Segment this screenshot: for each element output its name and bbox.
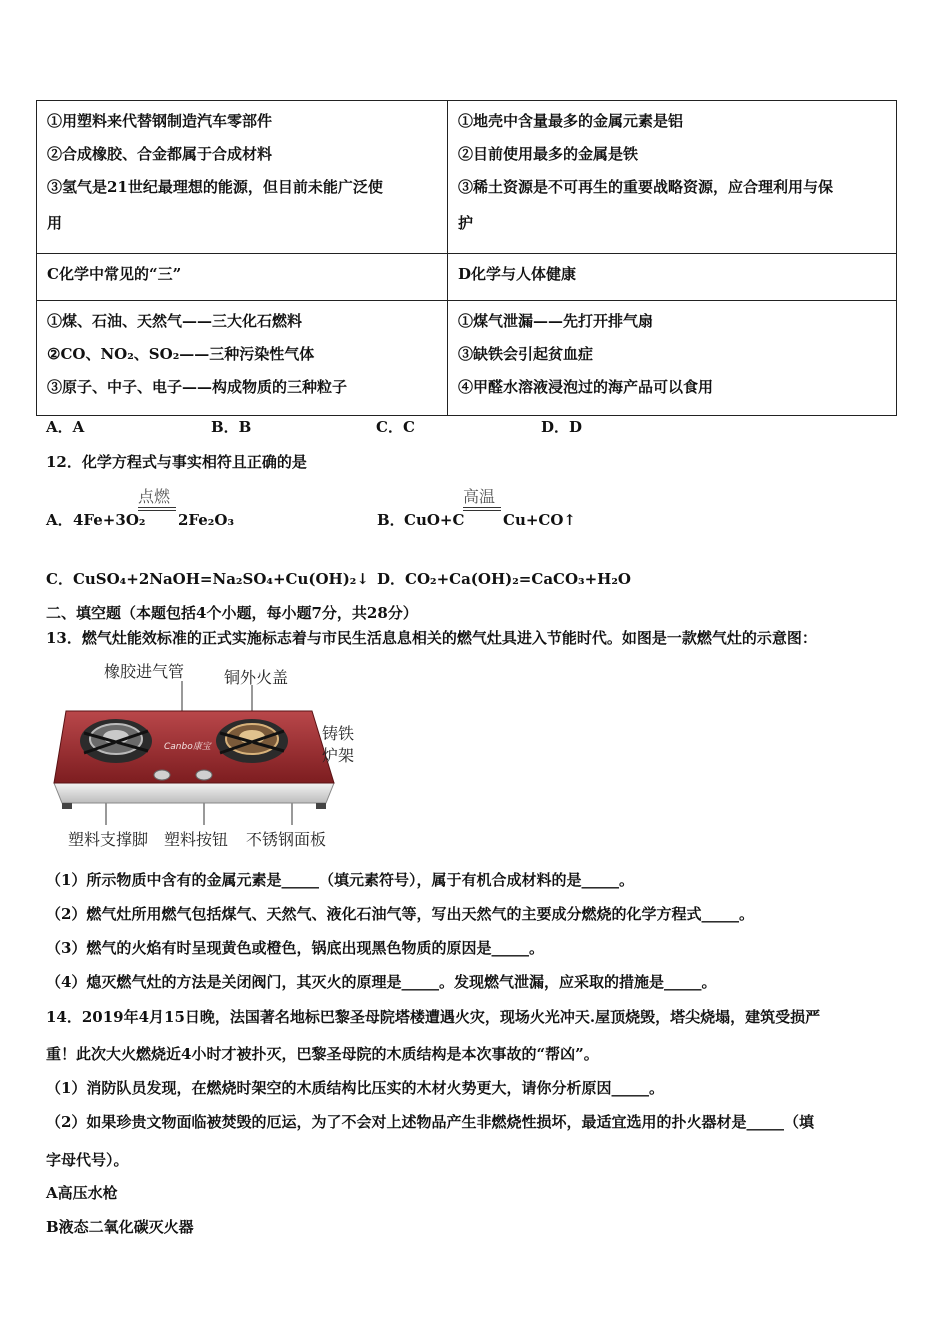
- q12-option-b-condition: 高温: [463, 487, 496, 506]
- table-row: [37, 101, 897, 254]
- label-copper-cap: 铜外火盖: [224, 668, 289, 687]
- q14-option-a: A高压水枪: [46, 1184, 118, 1202]
- q13-stem: 13．燃气灶能效标准的正式实施标志着与市民生活息息相关的燃气灶具进入节能时代。如图是一款燃气灶的示意图：: [46, 629, 817, 647]
- table-cell: [448, 301, 897, 416]
- q12-option-c: C．CuSO₄+2NaOH=Na₂SO₄+Cu(OH)₂↓: [46, 570, 369, 588]
- q12-option-a-equal-top: [138, 507, 176, 508]
- q12-option-b-equal-bottom: [463, 510, 501, 511]
- q11-option-c: C．C: [376, 418, 415, 436]
- q14-part-2-line-2: 字母代号）。: [46, 1151, 129, 1169]
- q12-option-a-right: 2Fe₂O₃: [178, 511, 235, 529]
- q12-stem: 12．化学方程式与事实相符且正确的是: [46, 453, 307, 471]
- q12-option-b-label: B．: [377, 511, 405, 529]
- section-heading: 二、填空题（本题包括4个小题，每小题7分，共28分）: [46, 604, 418, 622]
- label-steel-panel: 不锈钢面板: [246, 830, 327, 849]
- table-text: ②目前使用最多的金属是铁: [458, 145, 639, 163]
- table-cell: [37, 254, 448, 301]
- table-text: ④甲醛水溶液浸泡过的海产品可以食用: [458, 378, 714, 396]
- q14-option-b: B液态二氧化碳灭火器: [46, 1218, 194, 1236]
- q12-option-a-label: A．: [46, 511, 73, 529]
- table-text: ③氢气是21世纪最理想的能源，但目前未能广泛使: [47, 178, 383, 196]
- table-text: ③缺铁会引起贫血症: [458, 345, 594, 363]
- table-text: 用: [47, 214, 63, 232]
- q13-part-2: （2）燃气灶所用燃气包括煤气、天然气、液化石油气等，写出天然气的主要成分燃烧的化学方程式_____。: [46, 905, 754, 923]
- brand-logo-text: Canbo康宝: [164, 742, 211, 752]
- q13-part-1: （1）所示物质中含有的金属元素是_____（填元素符号），属于有机合成材料的是_____。: [46, 871, 634, 889]
- gas-stove-figure: [44, 655, 384, 855]
- label-plastic-feet: 塑料支撑脚: [68, 830, 149, 849]
- q14-stem-line-1: 14．2019年4月15日晚，法国著名地标巴黎圣母院塔楼遭遇火灾，现场火光冲天.屋顶烧毁，塔尖烧塌，建筑受损严: [46, 1008, 821, 1026]
- table-heading-d: D化学与人体健康: [458, 265, 577, 283]
- table-text: ③稀土资源是不可再生的重要战略资源，应合理利用与保: [458, 178, 834, 196]
- label-rubber-pipe: 橡胶进气管: [104, 662, 185, 681]
- table-cell: [37, 101, 448, 254]
- q13-part-3: （3）燃气的火焰有时呈现黄色或橙色，锅底出现黑色物质的原因是_____。: [46, 939, 544, 957]
- q12-option-b-equal-top: [463, 507, 501, 508]
- q14-stem-line-2: 重！此次大火燃烧近4小时才被扑灭，巴黎圣母院的木质结构是本次事故的“帮凶”。: [46, 1045, 599, 1063]
- q13-part-4: （4）熄灭燃气灶的方法是关闭阀门，其灭火的原理是_____。发现燃气泄漏，应采取的措施是_____。: [46, 973, 717, 991]
- q12-option-a-equal-bottom: [138, 510, 176, 511]
- table-cell: [448, 101, 897, 254]
- label-plastic-knob: 塑料按钮: [164, 830, 229, 849]
- table-text: ②CO、NO₂、SO₂——三种污染性气体: [47, 345, 315, 363]
- table-text: ①煤、石油、天然气——三大化石燃料: [47, 312, 303, 330]
- q12-option-a-condition: 点燃: [138, 487, 171, 506]
- label-cast-iron-1: 铸铁: [322, 724, 355, 743]
- table-heading-c: C化学中常见的“三”: [47, 265, 182, 283]
- table-text: ①煤气泄漏——先打开排气扇: [458, 312, 654, 330]
- q14-part-1: （1）消防队员发现，在燃烧时架空的木质结构比压实的木材火势更大，请你分析原因_____。: [46, 1079, 664, 1097]
- table-text: 护: [458, 214, 474, 232]
- table-text: ③原子、中子、电子——构成物质的三种粒子: [47, 378, 348, 396]
- q12-option-d: D．CO₂+Ca(OH)₂=CaCO₃+H₂O: [377, 570, 631, 588]
- table-text: ②合成橡胶、合金都属于合成材料: [47, 145, 273, 163]
- table-cell: [37, 301, 448, 416]
- label-cast-iron-2: 炉架: [322, 746, 355, 765]
- q11-option-d: D．D: [541, 418, 583, 436]
- q12-option-a-left: 4Fe+3O₂: [73, 511, 146, 529]
- table-row: [37, 254, 897, 301]
- q14-part-2-line-1: （2）如果珍贵文物面临被焚毁的厄运，为了不会对上述物品产生非燃烧性损坏，最适宜选用的扑火器材是_____（填: [46, 1113, 814, 1131]
- table-row: [37, 301, 897, 416]
- table-cell: [448, 254, 897, 301]
- comparison-table: [36, 100, 897, 416]
- q11-option-a: A．A: [46, 418, 85, 436]
- q12-option-b-right: Cu+CO↑: [503, 511, 576, 529]
- q12-option-b-left: CuO+C: [404, 511, 465, 529]
- table-text: ①地壳中含量最多的金属元素是铝: [458, 112, 684, 130]
- q11-option-b: B．B: [211, 418, 252, 436]
- table-text: ①用塑料来代替钢制造汽车零部件: [47, 112, 273, 130]
